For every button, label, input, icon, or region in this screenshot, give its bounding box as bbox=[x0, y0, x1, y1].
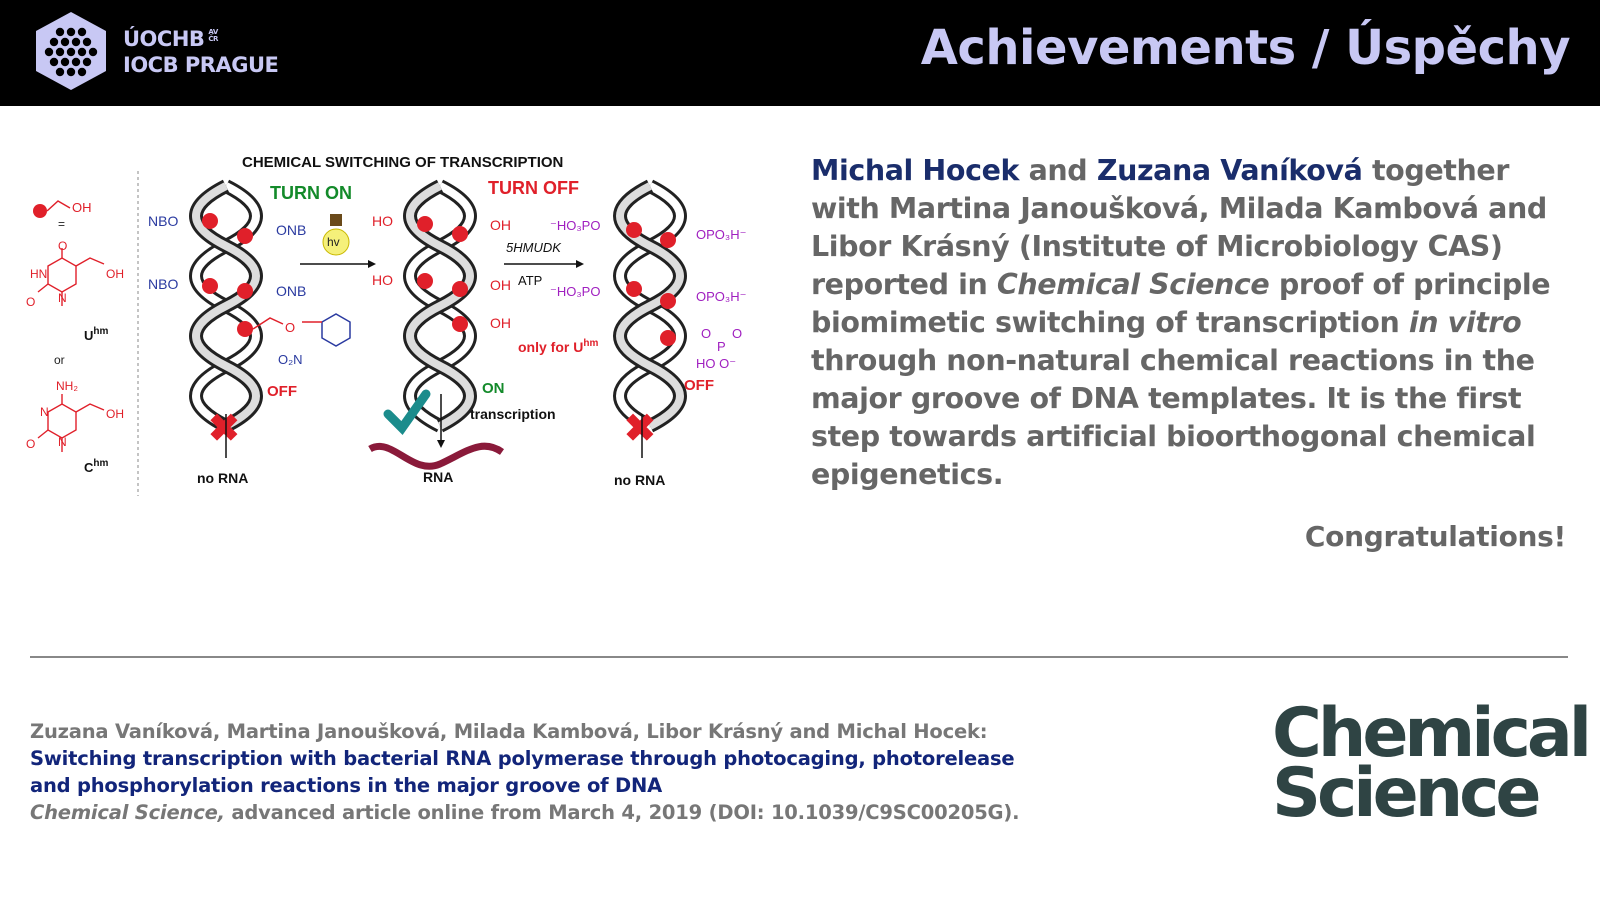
off-left-label: OFF bbox=[267, 383, 297, 400]
off-right-label: OFF bbox=[684, 377, 714, 394]
svg-text:NH₂: NH₂ bbox=[56, 379, 78, 393]
citation bbox=[30, 718, 1019, 826]
svg-text:hv: hv bbox=[327, 235, 340, 249]
svg-text:OH: OH bbox=[72, 200, 92, 215]
svg-text:Chm: $C^{hm}$ bbox=[84, 458, 109, 475]
achievement-description: Michal Hocek and Zuzana Vaníková together with Martina Janoušková, Milada Kambová and Libor Krásný (Institute of Microbiology CAS) reported in Chemical Science proof of principle biomimetic switching of transcription in vitro through non-natural chemical reactions in the major groove of DNA templates. It is the first step towards artificial bioorthogonal chemical epigenetics. bbox=[811, 154, 1551, 491]
logo-line1: ÚOCHB bbox=[123, 27, 205, 51]
chemical-science-logo: Chemical Science bbox=[1272, 694, 1589, 833]
divider bbox=[30, 656, 1568, 658]
turn-off-label: TURN OFF bbox=[488, 178, 579, 198]
transcription-label: transcription bbox=[470, 406, 556, 422]
svg-text:HO: HO bbox=[372, 213, 393, 229]
legend-red-dot bbox=[33, 204, 47, 218]
svg-text:⁻HO₃PO: ⁻HO₃PO bbox=[550, 218, 601, 233]
svg-text:ATP: ATP bbox=[518, 273, 543, 288]
citation-title-line1: Switching transcription with bacterial RNA polymerase through photocaging, photorelease bbox=[30, 747, 1015, 770]
citation-authors: Zuzana Vaníková, Martina Janoušková, Milada Kambová, Libor Krásný and Michal Hocek: bbox=[30, 720, 988, 743]
header-bar bbox=[0, 0, 1600, 106]
turn-on-label: TURN ON bbox=[270, 183, 352, 203]
svg-text:only for Uhm: only for $U^{hm}$ bbox=[518, 338, 599, 355]
no-rna-right: no RNA bbox=[614, 472, 666, 488]
svg-text:=: = bbox=[58, 217, 66, 231]
rna-label: RNA bbox=[423, 469, 454, 485]
svg-text:Uhm: $U^{hm}$ bbox=[84, 326, 109, 343]
svg-text:HO: HO bbox=[372, 272, 393, 288]
svg-text:OPO₃H⁻: OPO₃H⁻ bbox=[696, 289, 747, 304]
author-name-2: Zuzana Vaníková bbox=[1096, 154, 1363, 187]
page-title: Achievements / Úspěchy bbox=[920, 20, 1570, 76]
svg-text:N: N bbox=[40, 405, 49, 419]
svg-text:ONB: ONB bbox=[276, 222, 307, 238]
on-label: ON bbox=[482, 380, 505, 397]
cytosine-structure bbox=[38, 394, 104, 452]
red-x-icon: ✖ bbox=[624, 408, 656, 450]
scheme-title: CHEMICAL SWITCHING OF TRANSCRIPTION bbox=[242, 154, 564, 171]
citation-title-line2: and phosphorylation reactions in the major groove of DNA bbox=[30, 774, 663, 797]
svg-text:OH: OH bbox=[490, 277, 511, 293]
svg-text:OH: OH bbox=[490, 217, 511, 233]
svg-text:N: N bbox=[58, 435, 67, 449]
svg-text:OH: OH bbox=[106, 407, 124, 421]
svg-text:ONB: ONB bbox=[276, 283, 307, 299]
transcription-scheme-figure bbox=[20, 146, 780, 506]
nitrobenzyl-ring bbox=[322, 314, 350, 346]
svg-text:O: O bbox=[58, 239, 68, 253]
logo-text bbox=[123, 26, 278, 78]
congratulations-text: Congratulations! bbox=[1304, 520, 1566, 553]
svg-text:OPO₃H⁻: OPO₃H⁻ bbox=[696, 227, 747, 242]
svg-text:P: P bbox=[717, 339, 726, 354]
iocb-logo-icon bbox=[30, 10, 112, 92]
svg-text:OH: OH bbox=[106, 267, 124, 281]
no-rna-left: no RNA bbox=[197, 470, 249, 486]
svg-text:O: O bbox=[26, 437, 36, 451]
svg-text:NBO: NBO bbox=[148, 213, 179, 229]
uracil-structure bbox=[38, 248, 104, 306]
author-name-1: Michal Hocek bbox=[811, 154, 1020, 187]
svg-text:O: O bbox=[732, 326, 743, 341]
svg-text:HN: HN bbox=[30, 267, 48, 281]
svg-text:O₂N: O₂N bbox=[278, 352, 303, 367]
svg-text:HO O⁻: HO O⁻ bbox=[696, 356, 737, 371]
citation-journal: Chemical Science, advanced article online from March 4, 2019 (DOI: 10.1039/C9SC00205G). bbox=[30, 801, 1020, 824]
svg-text:O: O bbox=[701, 326, 712, 341]
svg-text:OH: OH bbox=[490, 315, 511, 331]
svg-text:N: N bbox=[58, 291, 67, 305]
svg-text:5HMUDK: 5HMUDK bbox=[506, 240, 561, 255]
svg-text:or: or bbox=[54, 353, 65, 367]
svg-text:NBO: NBO bbox=[148, 276, 179, 292]
logo-line2: IOCB PRAGUE bbox=[123, 53, 279, 77]
red-x-icon: ✖ bbox=[208, 408, 240, 450]
svg-text:O: O bbox=[26, 295, 36, 309]
svg-text:⁻HO₃PO: ⁻HO₃PO bbox=[550, 284, 601, 299]
svg-text:O: O bbox=[285, 320, 296, 335]
logo-av-cr: AV ČR bbox=[208, 28, 218, 43]
rna-wave bbox=[370, 446, 502, 466]
